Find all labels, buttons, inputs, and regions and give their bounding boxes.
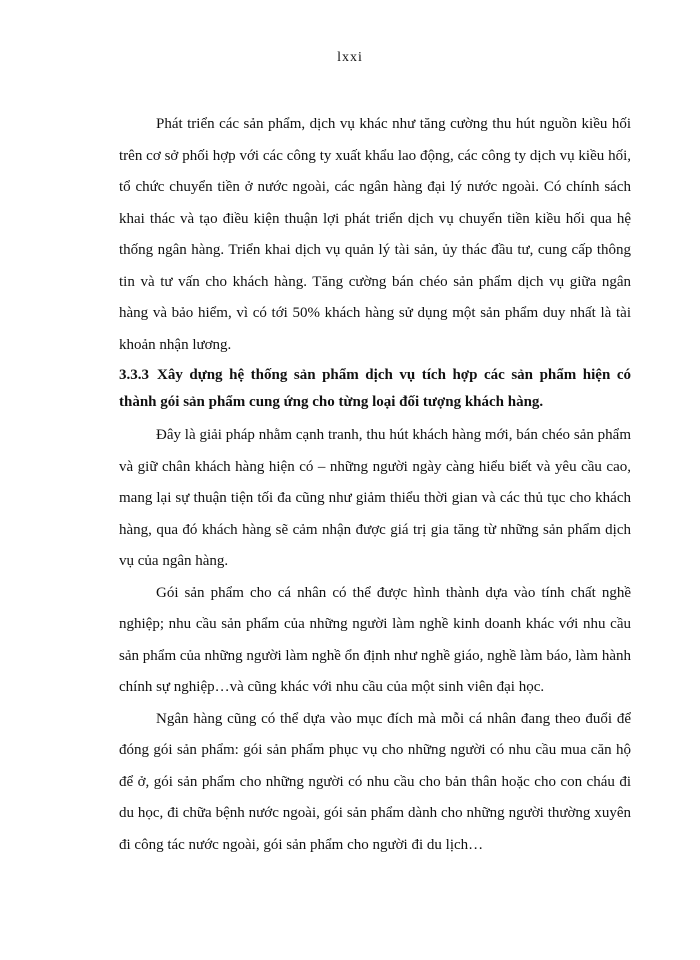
section-heading-text: Xây dựng hệ thống sản phẩm dịch vụ tích hợp các sản phẩm hiện có thành gói sản phẩm cung ứng cho từng loại đối tượng khách hàng. [119, 367, 631, 410]
paragraph-purpose-bundles: Ngân hàng cũng có thể dựa vào mục đích mà mỗi cá nhân đang theo đuổi để đóng gói sản phẩm: gói sản phẩm phục vụ cho những người có nhu cầu mua căn hộ để ở, gói sản phẩm cho những người có nhu cầu cho bản thân hoặc cho con cháu đi du học, đi chữa bệnh nước ngoài, gói sản phẩm dành cho những người thường xuyên đi công tác nước ngoài, gói sản phẩm cho người đi du lịch… [119, 710, 631, 853]
paragraph-remittance-services: Phát triển các sản phẩm, dịch vụ khác như tăng cường thu hút nguồn kiều hối trên cơ sở phối hợp với các công ty xuất khẩu lao động, các công ty dịch vụ kiều hối, tổ chức chuyển tiền ở nước ngoài, các ngân hàng đại lý nước ngoài. Có chính sách khai thác và tạo điều kiện thuận lợi phát triển dịch vụ chuyển tiền kiều hối qua hệ thống ngân hàng. Triển khai dịch vụ quản lý tài sản, ủy thác đầu tư, cung cấp thông tin và tư vấn cho khách hàng. Tăng cường bán chéo sản phẩm dịch vụ giữa ngân hàng và bảo hiểm, vì có tới 50% khách hàng sử dụng một sản phẩm duy nhất là tài khoản nhận lương. [119, 116, 631, 353]
paragraph-occupation-bundles: Gói sản phẩm cho cá nhân có thể được hình thành dựa vào tính chất nghề nghiệp; nhu cầu sản phẩm của những người làm nghề kinh doanh khác với nhu cầu sản phẩm của những người làm nghề ổn định như nghề giáo, nghề làm báo, làm hành chính sự nghiệp…và cũng khác với nhu cầu của một sinh viên đại học. [119, 584, 631, 695]
paragraph-bundling-solution: Đây là giải pháp nhằm cạnh tranh, thu hút khách hàng mới, bán chéo sản phẩm và giữ chân khách hàng hiện có – những người ngày càng hiểu biết và yêu cầu cao, mang lại sự thuận tiện tối đa cũng như giảm thiểu thời gian và các thủ tục cho khách hàng, qua đó khách hàng sẽ cảm nhận được giá trị gia tăng từ những sản phẩm dịch vụ của ngân hàng. [119, 427, 631, 569]
document-body [119, 109, 631, 861]
page-number: lxxi [337, 50, 363, 65]
section-heading-number: 3.3.3 [119, 367, 149, 383]
section-heading-3-3-3 [119, 362, 631, 416]
